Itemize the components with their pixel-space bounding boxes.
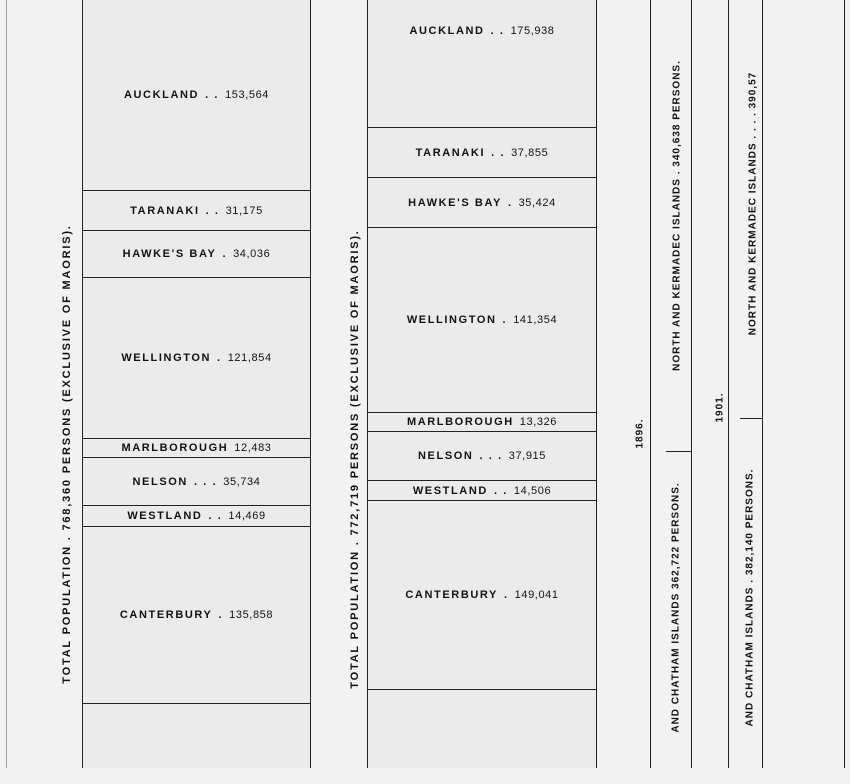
segment-wellington xyxy=(368,228,596,413)
page-right-edge xyxy=(844,0,845,768)
segment-label: MARLBOROUGH xyxy=(121,442,229,454)
strip2-upper-label: NORTH AND KERMADEC ISLANDS . . . . 390,57 xyxy=(747,71,759,336)
segment-marlborough xyxy=(368,413,596,432)
leader-dots: . . xyxy=(490,25,505,37)
segment-wellington xyxy=(83,278,310,439)
segment-value: 31,175 xyxy=(225,204,263,217)
segment-value: 35,424 xyxy=(518,196,556,209)
column2-bar xyxy=(367,0,597,768)
segment-label: CANTERBURY xyxy=(405,589,498,601)
strip2-right-rule xyxy=(762,0,763,768)
segment-value: 141,354 xyxy=(513,314,558,326)
segment-label: TARANAKI xyxy=(415,146,486,159)
segment-canterbury xyxy=(368,501,596,690)
leader-dots: . . xyxy=(493,484,508,497)
segment-value: 153,564 xyxy=(225,89,270,101)
segment-value: 14,469 xyxy=(228,510,266,522)
strip2-left-rule xyxy=(728,0,729,768)
strip1-left-rule xyxy=(650,0,651,768)
segment-label: WESTLAND xyxy=(412,484,488,497)
leader-dots: . . xyxy=(205,89,220,101)
segment-label: TARANAKI xyxy=(130,204,200,217)
segment-auckland xyxy=(83,0,310,191)
leader-dots: . xyxy=(218,609,224,621)
segment-taranaki xyxy=(83,191,310,231)
segment-value: 13,326 xyxy=(519,416,558,428)
leader-dots: . xyxy=(217,352,222,364)
segment-westland xyxy=(368,481,596,501)
segment-value: 35,734 xyxy=(223,475,261,488)
strip1-lower-label: AND CHATHAM ISLANDS 362,722 PERSONS. xyxy=(670,482,682,733)
leader-dots: . xyxy=(502,314,508,326)
segment-label: MARLBOROUGH xyxy=(406,416,514,428)
strip2-year-label: 1901. xyxy=(714,392,726,423)
leader-dots: . . xyxy=(491,146,506,159)
segment-continuation xyxy=(83,704,310,768)
segment-value: 37,855 xyxy=(511,146,549,159)
segment-label: HAWKE'S BAY xyxy=(408,196,502,209)
column2-total-label: TOTAL POPULATION . 772,719 PERSONS (EXCLUSIVE OF MAORIS). xyxy=(349,229,361,689)
segment-nelson xyxy=(368,432,596,481)
segment-nelson xyxy=(83,458,310,506)
segment-value: 14,506 xyxy=(513,484,552,497)
segment-continuation xyxy=(368,690,596,768)
segment-value: 175,938 xyxy=(510,25,555,37)
segment-value: 37,915 xyxy=(508,450,546,462)
leader-dots: . xyxy=(507,196,513,209)
leader-dots: . xyxy=(503,589,509,601)
segment-value: 121,854 xyxy=(227,352,272,364)
segment-value: 34,036 xyxy=(233,248,271,260)
segment-auckland xyxy=(368,0,596,128)
segment-label: HAWKE'S BAY xyxy=(122,248,217,260)
segment-canterbury xyxy=(83,527,310,704)
segment-label: AUCKLAND xyxy=(409,25,485,37)
segment-label: NELSON xyxy=(132,475,188,488)
strip1-year-label: 1896. xyxy=(634,418,646,449)
strip1-right-rule xyxy=(691,0,692,768)
leader-dots: . xyxy=(222,248,228,260)
page-edge xyxy=(0,0,7,768)
strip2-lower-label: AND CHATHAM ISLANDS . 382,140 PERSONS. xyxy=(744,468,756,727)
segment-value: 12,483 xyxy=(234,442,272,454)
segment-taranaki xyxy=(368,128,596,178)
segment-label: WELLINGTON xyxy=(121,352,212,364)
column1-bar xyxy=(82,0,311,768)
leader-dots: . . . xyxy=(193,475,218,488)
leader-dots: . . xyxy=(208,510,223,522)
segment-label: WESTLAND xyxy=(127,510,203,522)
segment-label: CANTERBURY xyxy=(119,609,213,621)
segment-value: 135,858 xyxy=(229,609,274,621)
column1-total-label: TOTAL POPULATION . 768,360 PERSONS (EXCLUSIVE OF MAORIS). xyxy=(61,224,73,684)
strip1-upper-label: NORTH AND KERMADEC ISLANDS . 340,638 PERSONS. xyxy=(671,60,683,371)
segment-marlborough xyxy=(83,439,310,458)
segment-hawkes-bay xyxy=(83,231,310,278)
segment-value: 149,041 xyxy=(514,589,559,601)
segment-label: WELLINGTON xyxy=(406,314,497,326)
strip2-divider xyxy=(740,418,762,419)
segment-label: NELSON xyxy=(418,450,474,462)
segment-label: AUCKLAND xyxy=(123,89,200,101)
segment-westland xyxy=(83,506,310,527)
leader-dots: . . xyxy=(205,204,220,217)
segment-hawkes-bay xyxy=(368,178,596,228)
leader-dots: . . . xyxy=(479,450,503,462)
